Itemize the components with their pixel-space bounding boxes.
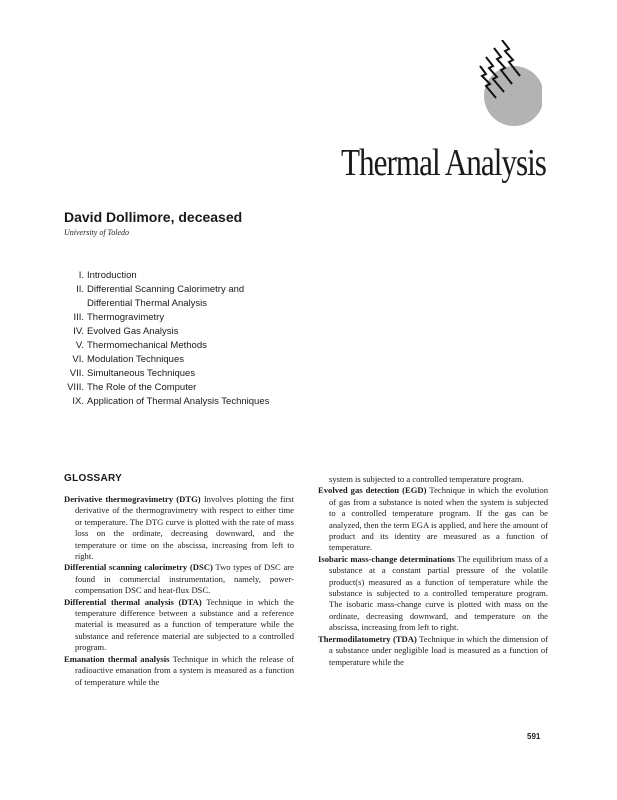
glossary-definition: Two types of DSC are found in commercial instrumentation, namely, power-compensation DSC and heat-flux DSC.: [75, 562, 294, 596]
toc-text: Thermomechanical Methods: [87, 340, 207, 351]
glossary-column-left: [64, 494, 294, 688]
toc-item: [60, 381, 320, 395]
glossary-entry: [318, 634, 548, 668]
toc-number: II.: [76, 284, 84, 295]
glossary-entry: [318, 485, 548, 553]
toc-text: Differential Scanning Calorimetry and Differential Thermal Analysis: [87, 284, 245, 309]
glossary-definition: Technique in which the dimension of a substance under negligible load is measured as a function of temperature while the: [329, 633, 548, 667]
glossary-term: Differential thermal analysis (DTA): [64, 596, 202, 607]
toc-number: IX.: [72, 396, 84, 407]
toc-item: [60, 325, 320, 339]
toc-item: [60, 353, 320, 367]
toc-item: [60, 283, 320, 311]
toc-number: I.: [78, 270, 84, 281]
toc-text: The Role of the Computer: [87, 382, 197, 393]
glossary-term: Emanation thermal analysis: [64, 653, 170, 664]
glossary-definition: The equilibrium mass of a substance at a constant partial pressure of the volatile product(s) measured as a function of temperature while the substance is subjected to a controlled temperature program. The isobaric mass-change curve is plotted with mass on the ordinate, decreasing downward, and temperature on the abscissa, increasing from left to right.: [329, 553, 548, 633]
toc-text: Introduction: [87, 270, 137, 281]
toc-number: VI.: [72, 354, 84, 365]
glossary-definition: Technique in which the release of radioactive emanation from a system is measured as a function of temperature while the: [75, 653, 294, 687]
toc-item: [60, 311, 320, 325]
table-of-contents: [60, 269, 320, 409]
author-affiliation: University of Toledo: [64, 228, 130, 237]
glossary-definition: Technique in which the temperature difference between a substance and a reference material is measured as a function of temperature while the substance and reference material are subjected to a controlled program.: [75, 596, 294, 653]
toc-text: Evolved Gas Analysis: [87, 326, 179, 337]
toc-number: V.: [75, 340, 84, 351]
thermal-lightning-logo-icon: [462, 40, 542, 130]
article-title: Thermal Analysis: [341, 142, 546, 184]
toc-text: Simultaneous Techniques: [87, 368, 196, 379]
glossary-term: Thermodilatometry (TDA): [318, 633, 417, 644]
toc-text: Modulation Techniques: [87, 354, 185, 365]
glossary-entry: [64, 494, 294, 562]
glossary-definition: Technique in which the evolution of gas from a substance is noted when the system is subjected to a controlled temperature program. If the gas can be analyzed, then the term EGA is applied, and here the amount of product and its identity are measured as a function of temperature.: [329, 485, 548, 553]
author-name: David Dollimore, deceased: [64, 209, 243, 225]
toc-item: [60, 339, 320, 353]
glossary-entry: [64, 654, 294, 688]
page-number: 591: [527, 732, 541, 741]
glossary-term: Isobaric mass-change determinations: [318, 553, 455, 564]
glossary-term: Derivative thermogravimetry (DTG): [64, 494, 201, 504]
glossary-term: Evolved gas detection (EGD): [318, 485, 427, 496]
glossary-entry: [64, 597, 294, 654]
toc-number: IV.: [73, 326, 84, 337]
toc-number: III.: [73, 312, 84, 323]
toc-text: Application of Thermal Analysis Techniques: [87, 396, 270, 407]
glossary-entry: [64, 562, 294, 596]
toc-text: Thermogravimetry: [87, 312, 165, 323]
glossary-heading: GLOSSARY: [64, 473, 123, 484]
glossary-column-right: [318, 474, 548, 668]
toc-number: VIII.: [67, 382, 84, 393]
toc-number: VII.: [69, 368, 84, 379]
toc-item: [60, 269, 320, 283]
toc-item: [60, 367, 320, 381]
glossary-continuation: system is subjected to a controlled temperature program.: [329, 474, 524, 484]
toc-item: [60, 395, 320, 409]
glossary-entry: [318, 554, 548, 634]
glossary-definition: Involves plotting the first derivative of the thermogravimetry with respect to either time or temperature. The DTG curve is plotted with the rate of mass loss on the ordinate, decreasing downward, and the temperature or time on the abscissa, increasing from left to right.: [75, 494, 294, 562]
glossary-term: Differential scanning calorimetry (DSC): [64, 562, 213, 573]
